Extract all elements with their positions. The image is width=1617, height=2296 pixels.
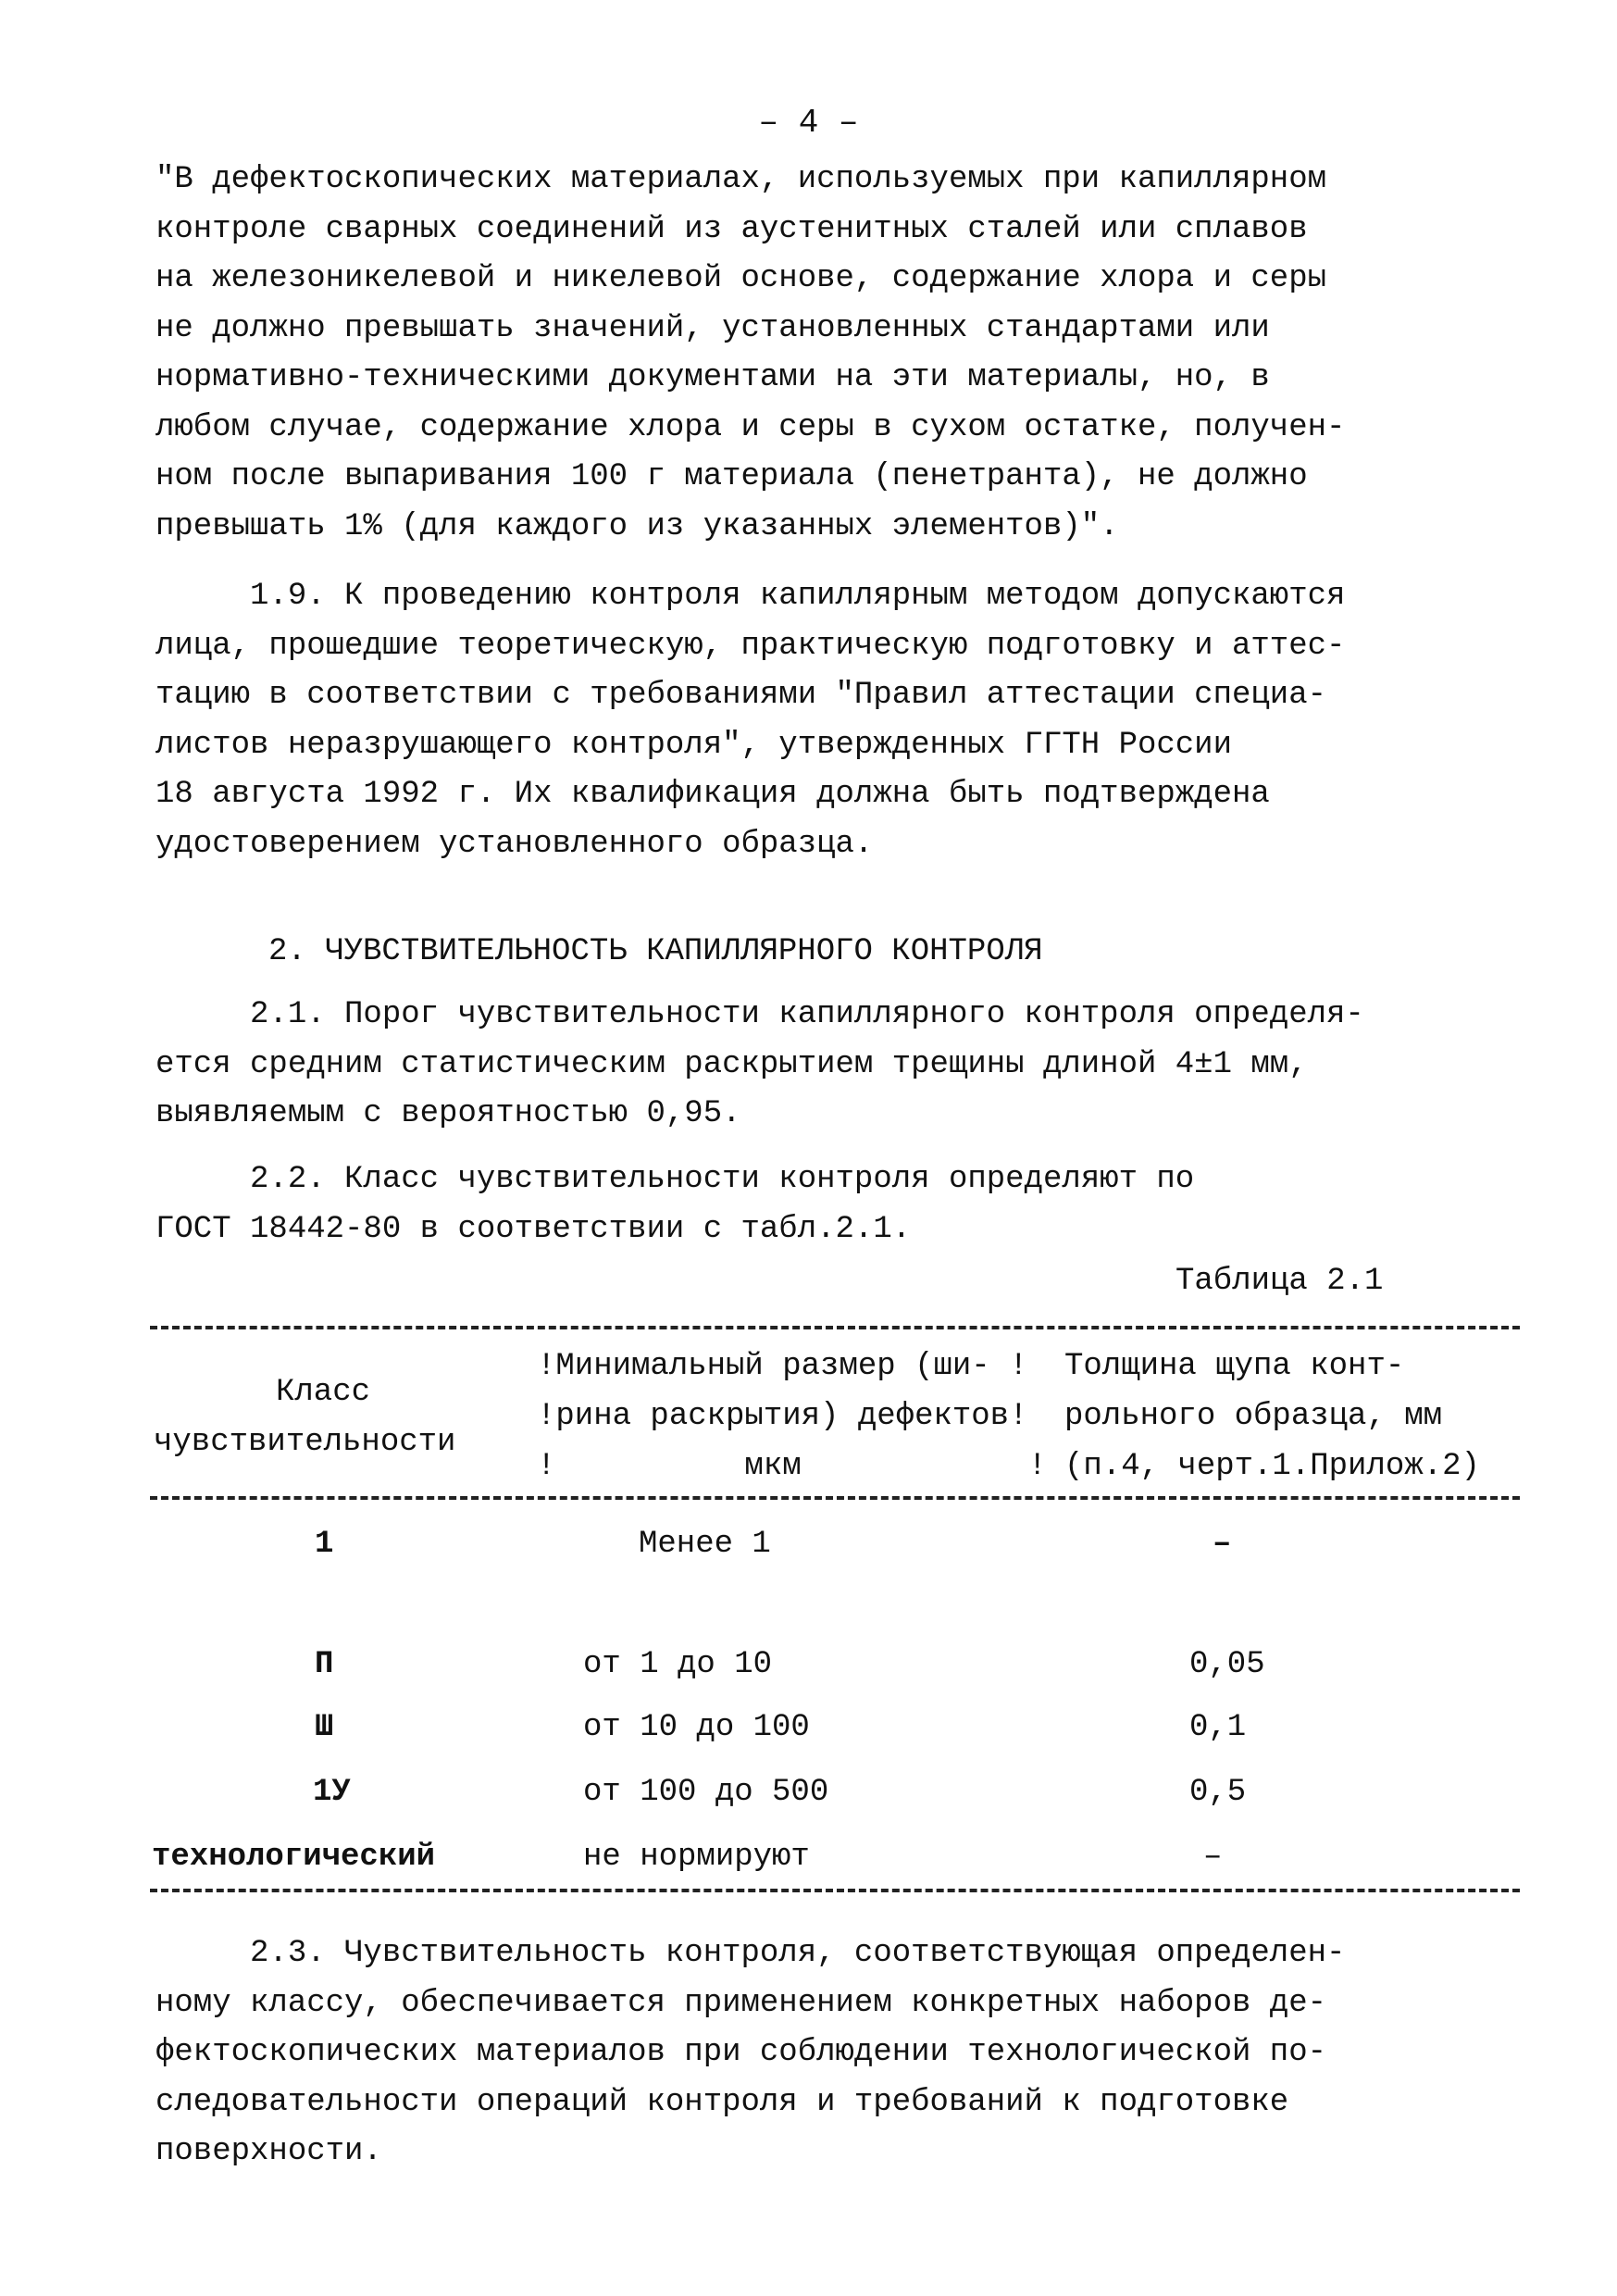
text-line: ному классу, обеспечивается применением конкретных наборов де-: [155, 1985, 1327, 2021]
table-rule-top: [150, 1326, 1520, 1329]
cell-size: от 10 до 100: [583, 1710, 810, 1745]
cell-thickness: –: [1213, 1527, 1232, 1562]
header-thickness-line3: (п.4, черт.1.Прилож.2): [1064, 1449, 1480, 1484]
text-line: любом случае, содержание хлора и серы в сухом остатке, получен-: [155, 409, 1346, 445]
paragraph-2-1: [155, 991, 1451, 1140]
table-rule-header: [150, 1496, 1520, 1500]
text-line: 2.2. Класс чувствительности контроля определяют по: [155, 1162, 1195, 1197]
text-line: ном после выпаривания 100 г материала (пенетранта), не должно: [155, 459, 1308, 494]
text-line: следовательности операций контроля и требований к подготовке: [155, 2084, 1289, 2120]
header-thickness-line2: рольного образца, мм: [1064, 1399, 1443, 1434]
paragraph-2-2: [155, 1155, 1451, 1254]
cell-thickness: 0,5: [1189, 1775, 1247, 1810]
text-line: выявляемым с вероятностью 0,95.: [155, 1096, 741, 1131]
text-line: контроле сварных соединений из аустенитных сталей или сплавов: [155, 211, 1308, 247]
text-line: 1.9. К проведению контроля капиллярным методом допускаются: [155, 579, 1346, 614]
text-line: лица, прошедшие теоретическую, практическую подготовку и аттес-: [155, 628, 1346, 664]
cell-thickness: 0,1: [1189, 1710, 1247, 1745]
paragraph-2-3: [155, 1929, 1451, 2177]
cell-thickness: –: [1203, 1840, 1223, 1875]
table-caption: Таблица 2.1: [1175, 1264, 1384, 1299]
text-line: удостоверением установленного образца.: [155, 826, 874, 862]
header-size-line2: !рина раскрытия) дефектов!: [537, 1399, 1028, 1434]
text-line: 2.1. Порог чувствительности капиллярного контроля определя-: [155, 997, 1364, 1032]
text-line: нормативно-техническими документами на эти материалы, но, в: [155, 360, 1270, 395]
page-number: – 4 –: [758, 104, 859, 142]
header-class-line1: Класс: [276, 1375, 371, 1410]
text-line: "В дефектоскопических материалах, используемых при капиллярном: [155, 162, 1327, 197]
text-line: ется средним статистическим раскрытием трещины длиной 4±1 мм,: [155, 1046, 1308, 1082]
cell-thickness: 0,05: [1189, 1647, 1265, 1682]
cell-size: от 1 до 10: [583, 1647, 773, 1682]
cell-size: Менее 1: [639, 1527, 771, 1562]
text-line: превышать 1% (для каждого из указанных элементов)".: [155, 508, 1119, 544]
cell-class: П: [315, 1647, 334, 1682]
cell-class: 1: [315, 1527, 334, 1562]
cell-class: технологический: [152, 1840, 436, 1875]
text-line: фектоскопических материалов при соблюдении технологической по-: [155, 2035, 1327, 2070]
text-line: 2.3. Чувствительность контроля, соответствующая определен-: [155, 1936, 1346, 1971]
text-line: тацию в соответствии с требованиями "Правил аттестации специа-: [155, 678, 1327, 713]
paragraph-1-9: [155, 572, 1451, 869]
text-line: ГОСТ 18442-80 в соответствии с табл.2.1.: [155, 1211, 912, 1247]
section-heading: 2. ЧУВСТВИТЕЛЬНОСТЬ КАПИЛЛЯРНОГО КОНТРОЛЯ: [268, 934, 1043, 969]
header-size-line3: ! мкм !: [537, 1449, 1047, 1484]
paragraph-quote: [155, 156, 1451, 552]
text-line: 18 августа 1992 г. Их квалификация должна быть подтверждена: [155, 777, 1270, 812]
header-class-line2: чувствительности: [154, 1425, 456, 1460]
cell-size: не нормируют: [583, 1840, 810, 1875]
header-size-line1: !Минимальный размер (ши- !: [537, 1349, 1028, 1384]
cell-size: от 100 до 500: [583, 1775, 829, 1810]
text-line: не должно превышать значений, установленных стандартами или: [155, 310, 1270, 346]
text-line: на железоникелевой и никелевой основе, содержание хлора и серы: [155, 261, 1327, 296]
cell-class: Ш: [315, 1710, 334, 1745]
text-line: поверхности.: [155, 2134, 382, 2169]
cell-class: 1У: [313, 1775, 351, 1810]
table-rule-bottom: [150, 1889, 1520, 1892]
header-thickness-line1: Толщина щупа конт-: [1064, 1349, 1405, 1384]
text-line: листов неразрушающего контроля", утвержденных ГГТН России: [155, 727, 1232, 763]
